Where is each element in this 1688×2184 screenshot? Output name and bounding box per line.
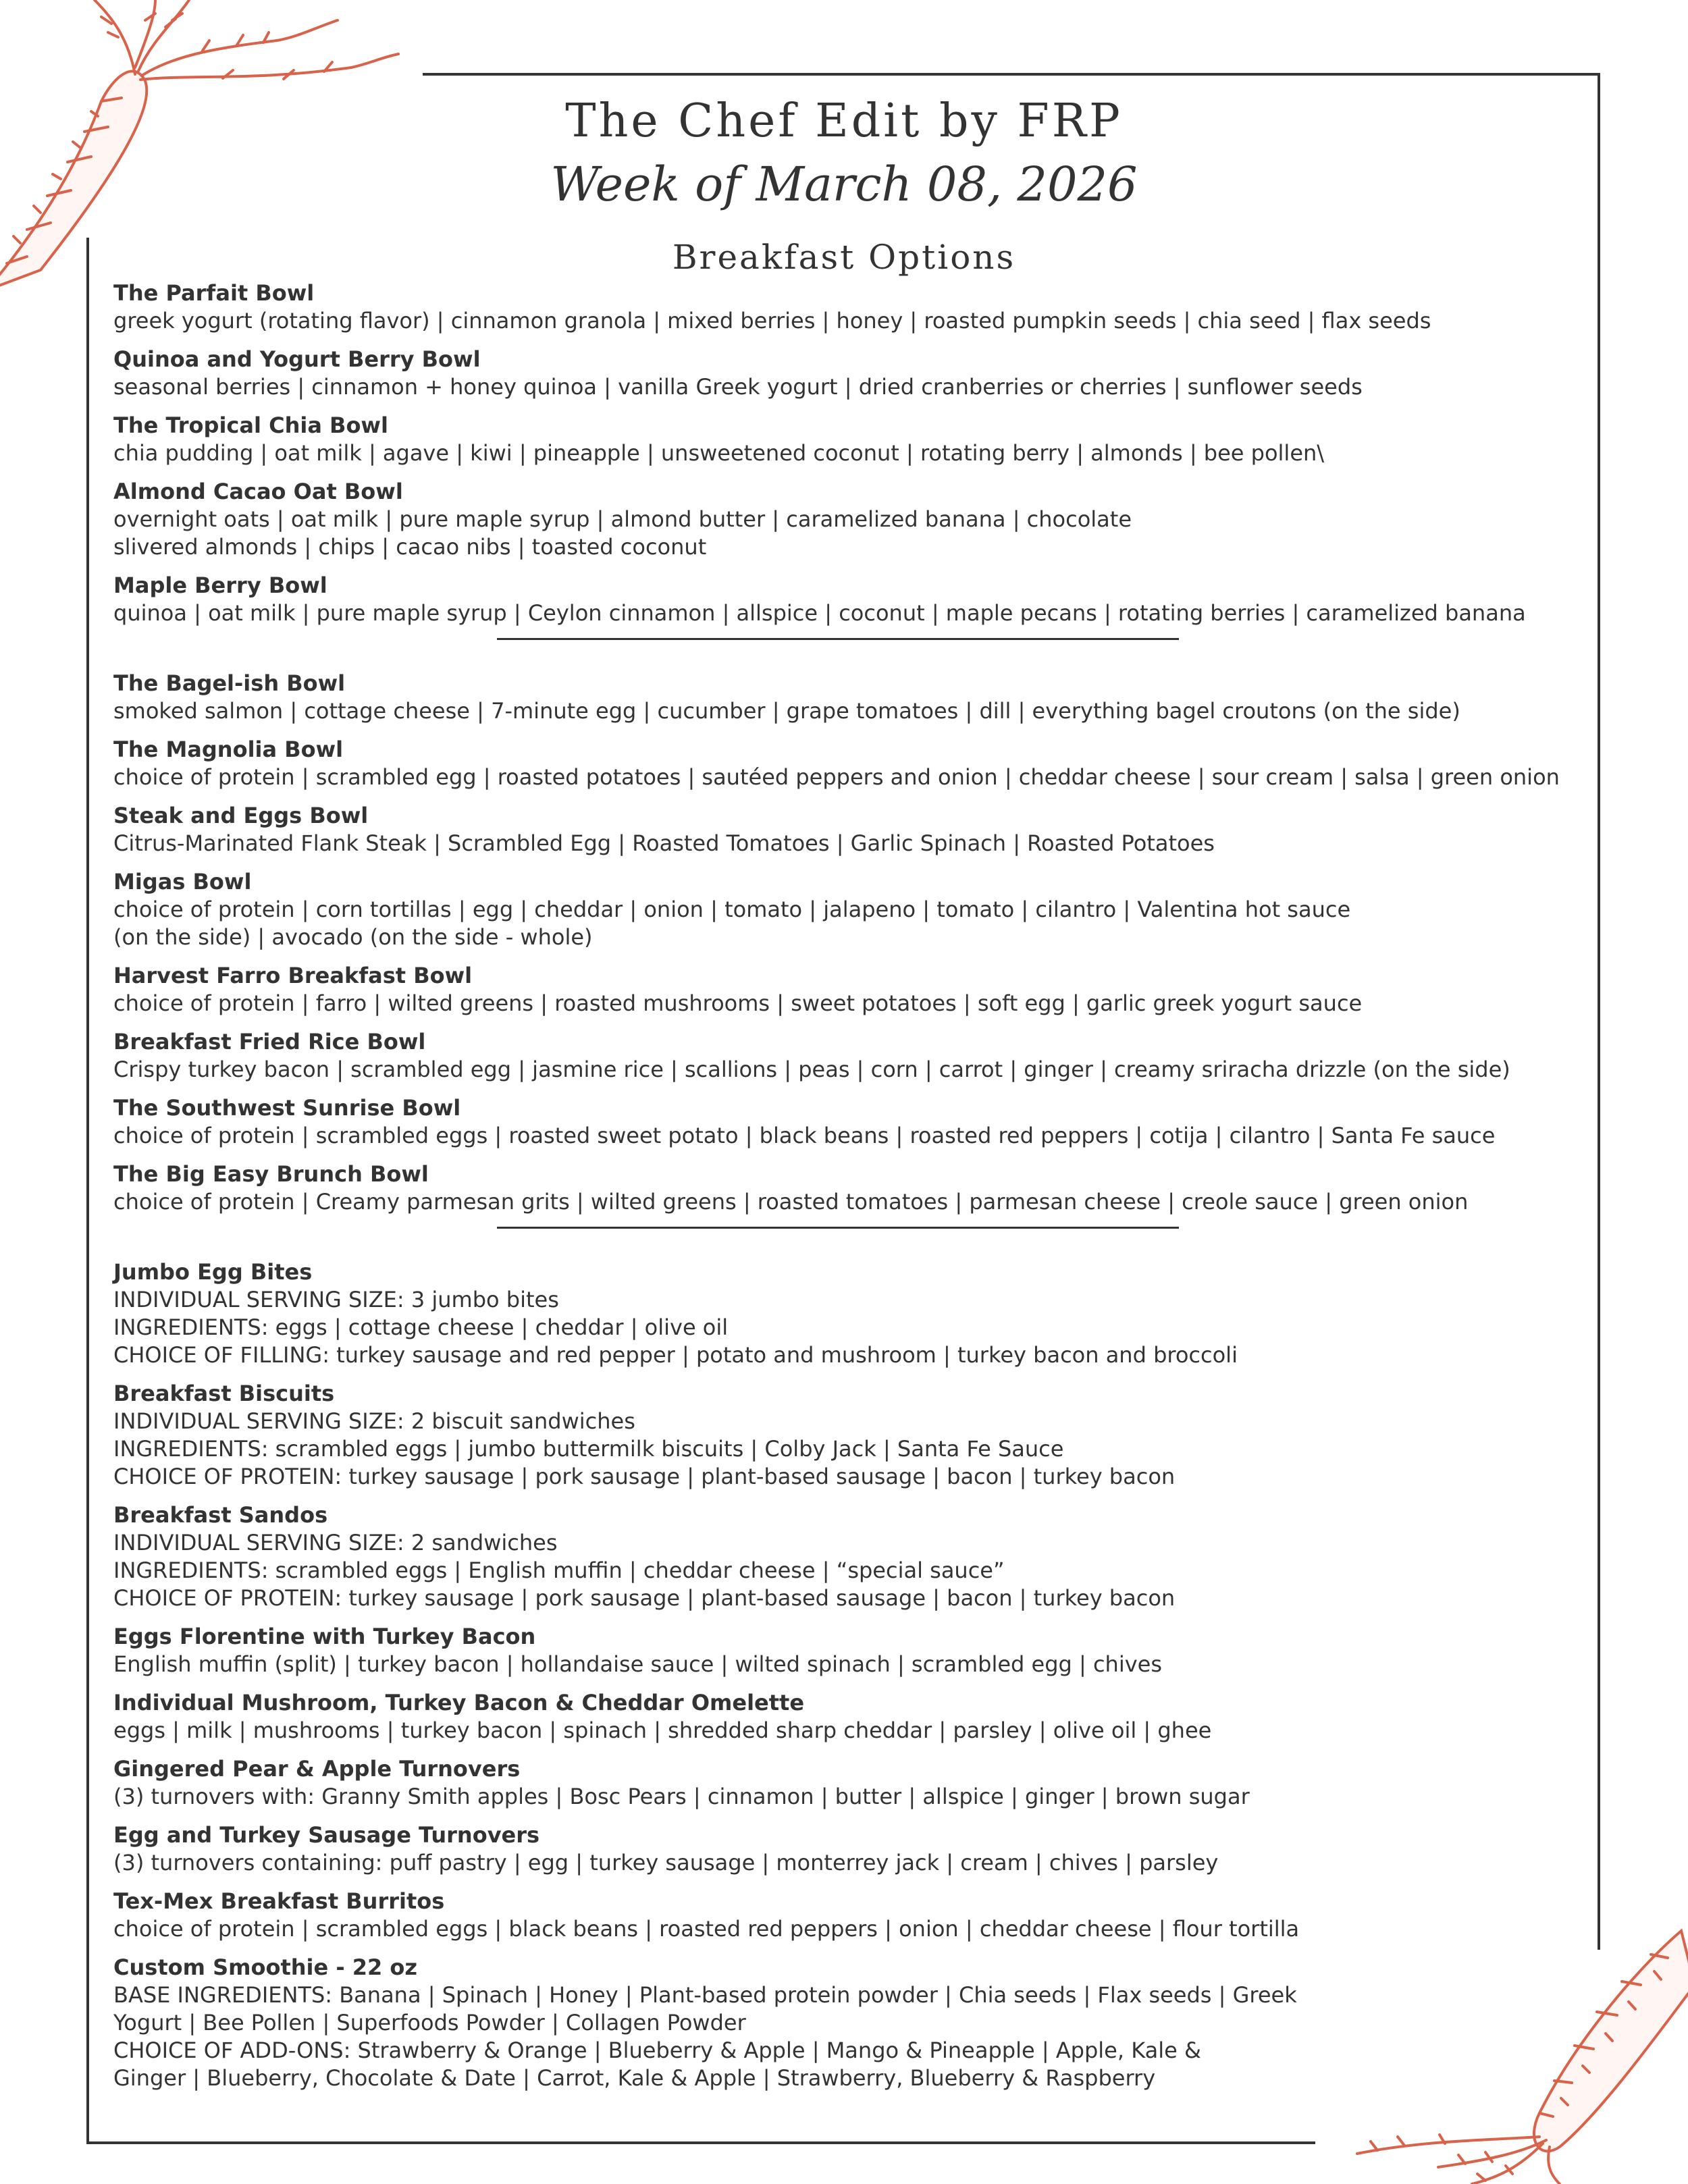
- menu-item-description: chia pudding | oat milk | agave | kiwi | pineapple | unsweetened coconut | rotating berry | almonds | bee pollen\: [113, 440, 1325, 466]
- menu-item-description: (on the side) | avocado (on the side - whole): [113, 924, 593, 950]
- menu-item-description: Crispy turkey bacon | scrambled egg | jasmine rice | scallions | peas | corn | carrot | ginger | creamy sriracha drizzle (on the side): [113, 1057, 1510, 1082]
- menu-item-name: Egg and Turkey Sausage Turnovers: [113, 1822, 540, 1848]
- frame-right-line: [1598, 73, 1600, 1950]
- menu-item: [113, 1501, 1585, 1612]
- menu-item-description: choice of protein | Creamy parmesan grits | wilted greens | roasted tomatoes | parmesan cheese | creole sauce | green onion: [113, 1189, 1469, 1215]
- menu-item-name: Individual Mushroom, Turkey Bacon & Cheddar Omelette: [113, 1690, 805, 1715]
- menu-item-description: quinoa | oat milk | pure maple syrup | Ceylon cinnamon | allspice | coconut | maple pecans | rotating berries | caramelized banana: [113, 600, 1526, 626]
- menu-item-description: Yogurt | Bee Pollen | Superfoods Powder | Collagen Powder: [113, 2010, 746, 2035]
- menu-item: [113, 346, 1585, 401]
- menu-item: [113, 1094, 1585, 1150]
- menu-item-description: CHOICE OF FILLING: turkey sausage and red pepper | potato and mushroom | turkey bacon and broccoli: [113, 1342, 1238, 1368]
- menu-item-name: The Parfait Bowl: [113, 280, 315, 306]
- menu-item-description: INGREDIENTS: scrambled eggs | jumbo buttermilk biscuits | Colby Jack | Santa Fe Sauce: [113, 1436, 1064, 1462]
- menu-item-description: smoked salmon | cottage cheese | 7-minute egg | cucumber | grape tomatoes | dill | everything bagel croutons (on the side): [113, 698, 1460, 724]
- menu-item-description: Citrus-Marinated Flank Steak | Scrambled Egg | Roasted Tomatoes | Garlic Spinach | Roasted Potatoes: [113, 830, 1215, 856]
- frame-bottom-line: [86, 2141, 1315, 2144]
- menu-item: [113, 412, 1585, 467]
- section-divider: [497, 638, 1179, 640]
- menu-item-name: The Magnolia Bowl: [113, 737, 344, 762]
- menu-title: The Chef Edit by FRP: [565, 95, 1123, 148]
- menu-item-description: Ginger | Blueberry, Chocolate & Date | Carrot, Kale & Apple | Strawberry, Blueberry & Raspberry: [113, 2065, 1156, 2091]
- menu-item-description: overnight oats | oat milk | pure maple syrup | almond butter | caramelized banana | chocolate: [113, 506, 1132, 532]
- menu-item-name: Tex-Mex Breakfast Burritos: [113, 1888, 445, 1914]
- menu-item-description: choice of protein | scrambled eggs | roasted sweet potato | black beans | roasted red peppers | cotija | cilantro | Santa Fe sauce: [113, 1123, 1496, 1148]
- menu-item-name: Gingered Pear & Apple Turnovers: [113, 1756, 521, 1782]
- menu-item-description: CHOICE OF ADD-ONS: Strawberry & Orange | Blueberry & Apple | Mango & Pineapple | Apple, Kale &: [113, 2037, 1201, 2063]
- menu-item: [113, 1755, 1585, 1811]
- menu-item: [113, 1258, 1585, 1369]
- menu-group-savory-bowls: [113, 670, 1585, 1216]
- menu-item-name: Almond Cacao Oat Bowl: [113, 479, 403, 504]
- menu-item: [113, 670, 1585, 725]
- menu-group-handhelds: [113, 1258, 1585, 2092]
- menu-item-description: INGREDIENTS: eggs | cottage cheese | cheddar | olive oil: [113, 1314, 729, 1340]
- menu-item: [113, 802, 1585, 857]
- menu-item: [113, 1623, 1585, 1678]
- menu-item-name: Breakfast Sandos: [113, 1502, 328, 1528]
- menu-item-description: slivered almonds | chips | cacao nibs | toasted coconut: [113, 534, 707, 560]
- menu-item: [113, 279, 1585, 335]
- menu-item-name: The Tropical Chia Bowl: [113, 412, 388, 438]
- menu-item-name: The Bagel-ish Bowl: [113, 670, 346, 696]
- menu-group-sweet-bowls: [113, 279, 1585, 627]
- menu-item-description: choice of protein | farro | wilted greens | roasted mushrooms | sweet potatoes | soft egg | garlic greek yogurt sauce: [113, 990, 1363, 1016]
- menu-item: [113, 868, 1585, 951]
- menu-item: [113, 572, 1585, 627]
- menu-item-description: INDIVIDUAL SERVING SIZE: 3 jumbo bites: [113, 1287, 559, 1312]
- menu-item-description: BASE INGREDIENTS: Banana | Spinach | Honey | Plant-based protein powder | Chia seeds | Flax seeds | Greek: [113, 1982, 1297, 2008]
- menu-item-name: Breakfast Biscuits: [113, 1381, 335, 1406]
- menu-item: [113, 1689, 1585, 1744]
- menu-item-description: INDIVIDUAL SERVING SIZE: 2 biscuit sandwiches: [113, 1408, 635, 1434]
- menu-item-description: English muffin (split) | turkey bacon | hollandaise sauce | wilted spinach | scrambled egg | chives: [113, 1651, 1162, 1677]
- menu-item-description: choice of protein | scrambled eggs | black beans | roasted red peppers | onion | cheddar cheese | flour tortilla: [113, 1916, 1300, 1942]
- menu-item: [113, 1161, 1585, 1216]
- menu-item-name: The Southwest Sunrise Bowl: [113, 1095, 461, 1121]
- menu-item: [113, 478, 1585, 561]
- menu-item-description: (3) turnovers with: Granny Smith apples | Bosc Pears | cinnamon | butter | allspice | ginger | brown sugar: [113, 1784, 1250, 1809]
- menu-item-name: The Big Easy Brunch Bowl: [113, 1161, 429, 1187]
- menu-week-date: Week of March 08, 2026: [550, 157, 1138, 212]
- menu-item-description: seasonal berries | cinnamon + honey quinoa | vanilla Greek yogurt | dried cranberries or cherries | sunflower seeds: [113, 374, 1363, 400]
- menu-item-description: eggs | milk | mushrooms | turkey bacon | spinach | shredded sharp cheddar | parsley | olive oil | ghee: [113, 1717, 1212, 1743]
- menu-item: [113, 1888, 1585, 1943]
- menu-item-description: choice of protein | corn tortillas | egg | cheddar | onion | tomato | jalapeno | tomato | cilantro | Valentina hot sauce: [113, 897, 1351, 922]
- menu-item-description: INGREDIENTS: scrambled eggs | English muffin | cheddar cheese | “special sauce”: [113, 1557, 1005, 1583]
- menu-item: [113, 1821, 1585, 1877]
- menu-item-description: INDIVIDUAL SERVING SIZE: 2 sandwiches: [113, 1530, 558, 1555]
- menu-item: [113, 1954, 1585, 2092]
- menu-content: [113, 279, 1585, 2103]
- section-title: Breakfast Options: [672, 238, 1016, 277]
- menu-item-name: Custom Smoothie - 22 oz: [113, 1954, 418, 1980]
- menu-item-description: (3) turnovers containing: puff pastry | egg | turkey sausage | monterrey jack | cream | chives | parsley: [113, 1850, 1219, 1875]
- menu-item-name: Harvest Farro Breakfast Bowl: [113, 963, 473, 988]
- menu-item-description: CHOICE OF PROTEIN: turkey sausage | pork sausage | plant-based sausage | bacon | turkey bacon: [113, 1464, 1176, 1489]
- frame-top-line: [423, 73, 1600, 76]
- menu-item-description: choice of protein | scrambled egg | roasted potatoes | sautéed peppers and onion | cheddar cheese | sour cream | salsa | green onion: [113, 764, 1560, 790]
- menu-item-name: Maple Berry Bowl: [113, 572, 327, 598]
- menu-item-name: Steak and Eggs Bowl: [113, 803, 369, 828]
- menu-item: [113, 1380, 1585, 1491]
- menu-item-description: greek yogurt (rotating flavor) | cinnamon granola | mixed berries | honey | roasted pumpkin seeds | chia seed | flax seeds: [113, 308, 1431, 334]
- menu-item: [113, 1028, 1585, 1084]
- menu-item-name: Eggs Florentine with Turkey Bacon: [113, 1624, 536, 1649]
- menu-item-name: Breakfast Fried Rice Bowl: [113, 1029, 426, 1055]
- menu-item-name: Migas Bowl: [113, 869, 252, 895]
- menu-item-description: CHOICE OF PROTEIN: turkey sausage | pork sausage | plant-based sausage | bacon | turkey bacon: [113, 1585, 1176, 1611]
- menu-item: [113, 962, 1585, 1017]
- menu-item-name: Quinoa and Yogurt Berry Bowl: [113, 346, 481, 372]
- frame-left-line: [86, 238, 89, 2144]
- menu-item-name: Jumbo Egg Bites: [113, 1259, 313, 1285]
- menu-item: [113, 736, 1585, 791]
- section-divider: [497, 1227, 1179, 1229]
